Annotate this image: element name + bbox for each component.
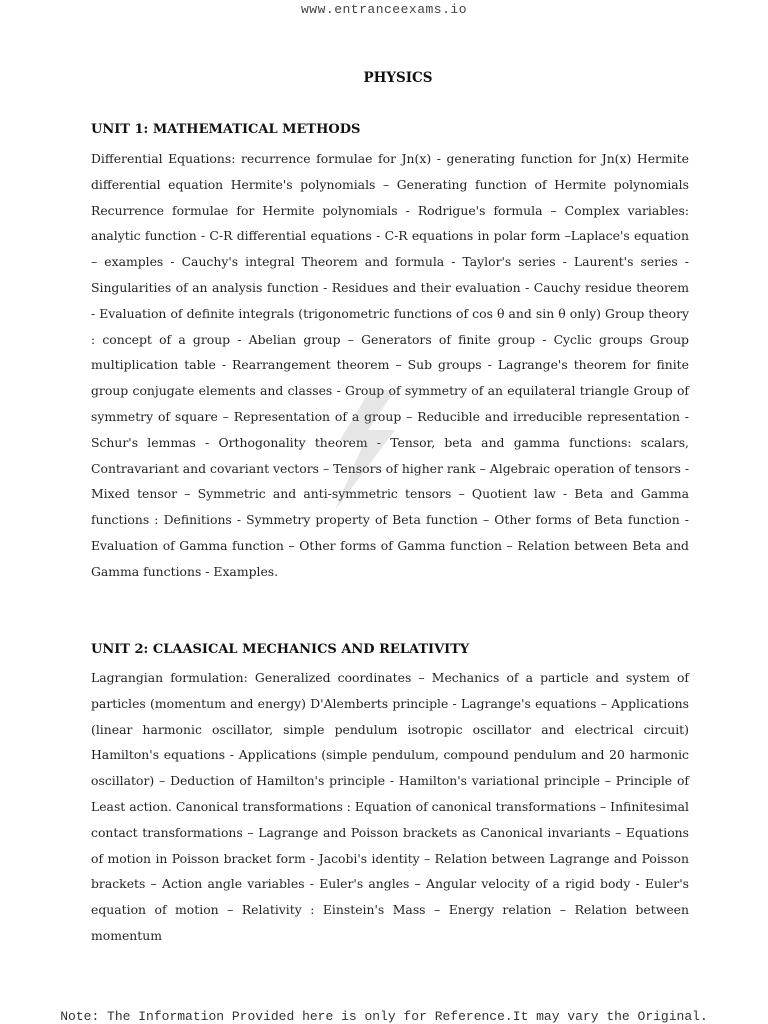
unit-1-text: Differential Equations: recurrence formulae for Jn(x) - generating function for Jn(x) Hermite differential equation Hermite's polynomials – Generating function of Hermite polynomials Recurrence formulae for Hermite polynomials - Rodrigue's formula – Complex variables: analytic function - C-R differential equations - C-R equations in polar form –Laplace's equation – examples - Cauchy's integral Theorem and formula - Taylor's series - Laurent's series - Singularities of an analysis function - Residues and their evaluation - Cauchy residue theorem - Evaluation of definite integrals (trigonometric functions of cos θ and sin θ only) Group theory : concept of a group - Abelian group – Generators of finite group - Cyclic groups Group multiplication table - Rearrangement theorem – Sub groups - Lagrange's theorem for finite group conjugate elements and classes - Group of symmetry of an equilateral triangle Group of symmetry of square – Representation of a group – Reducible and irreducible representation - Schur's lemmas - Orthogonality theorem - Tensor, beta and gamma functions: scalars, Contravariant and covariant vectors – Tensors of higher rank – Algebraic operation of tensors - Mixed tensor – Symmetric and anti-symmetric tensors – Quotient law - Beta and Gamma functions : Definitions - Symmetry property of Beta function – Other forms of Beta function - Evaluation of Gamma function – Other forms of Gamma function – Relation between Beta and Gamma functions - Examples.	[91, 151, 689, 579]
footer-note: Note: The Information Provided here is only for Reference.It may vary the Original.	[60, 1009, 708, 1024]
unit-1-body	[91, 146, 689, 585]
unit-2-body	[91, 665, 689, 949]
unit-1-heading: UNIT 1: MATHEMATICAL METHODS	[91, 122, 361, 137]
unit-2-heading: UNIT 2: CLAASICAL MECHANICS AND RELATIVITY	[91, 642, 470, 657]
unit-2-text: Lagrangian formulation: Generalized coordinates – Mechanics of a particle and system of particles (momentum and energy) D'Alemberts principle - Lagrange's equations – Applications (linear harmonic oscillator, simple pendulum isotropic oscillator and electrical circuit) Hamilton's equations - Applications (simple pendulum, compound pendulum and 20 harmonic oscillator) – Deduction of Hamilton's principle - Hamilton's variational principle – Principle of Least action. Canonical transformations : Equation of canonical transformations – Infinitesimal contact transformations – Lagrange and Poisson brackets as Canonical invariants – Equations of motion in Poisson bracket form - Jacobi's identity – Relation between Lagrange and Poisson brackets – Action angle variables - Euler's angles – Angular velocity of a rigid body - Euler's equation of motion – Relativity : Einstein's Mass – Energy relation – Relation between momentum	[91, 670, 689, 943]
site-url-header: www.entranceexams.io	[300, 2, 468, 17]
page-title: PHYSICS	[363, 70, 433, 86]
